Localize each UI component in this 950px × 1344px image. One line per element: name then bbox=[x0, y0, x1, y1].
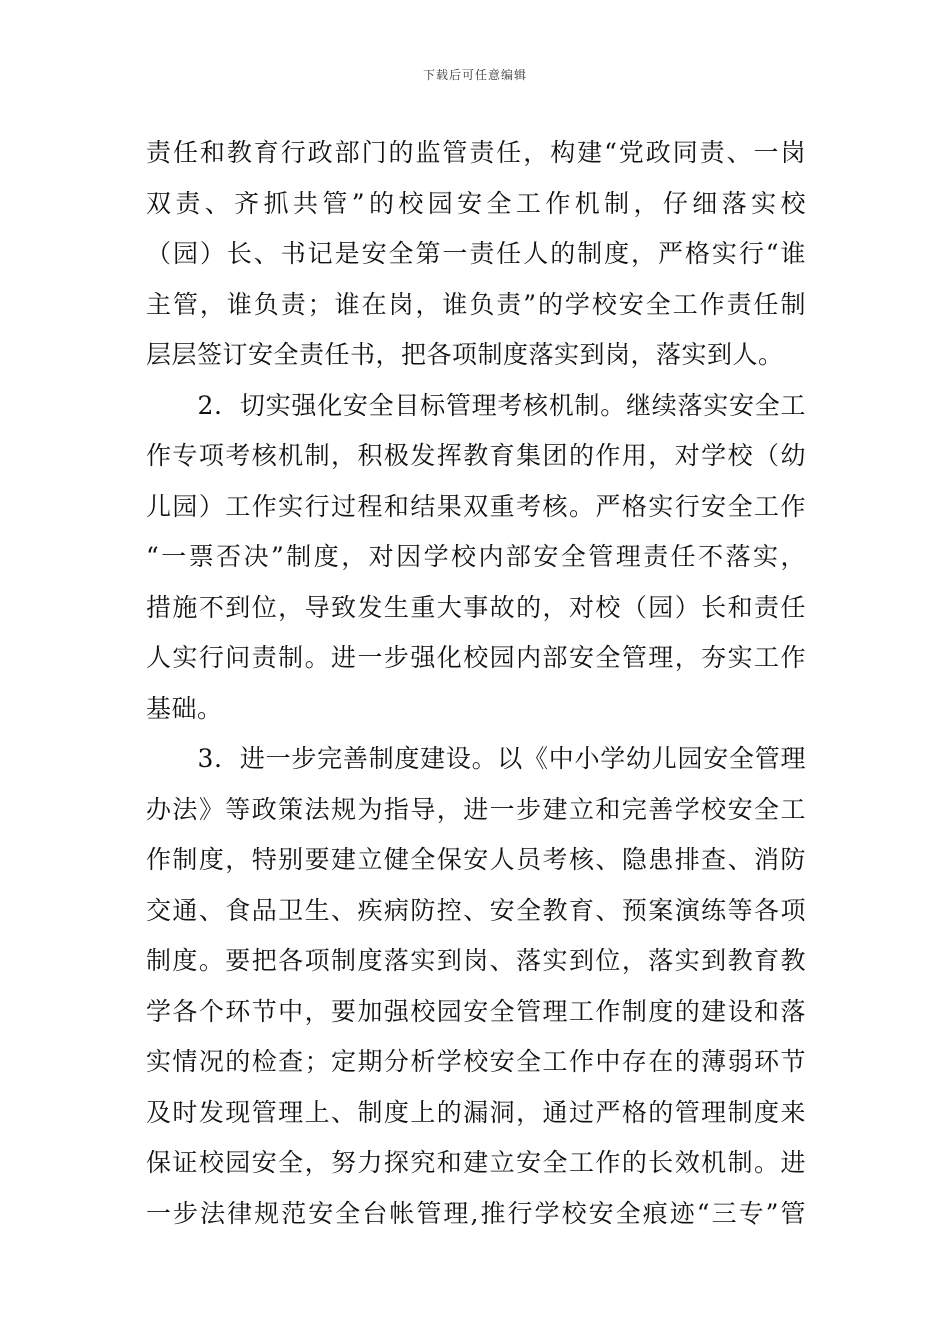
text-line: 双责、齐抓共管”的校园安全工作机制，仔细落实校 bbox=[146, 188, 806, 218]
text-line: 基础。 bbox=[146, 693, 223, 723]
text-line: 责任和教育行政部门的监管责任，构建“党政同责、一岗 bbox=[146, 138, 806, 167]
text-line: 主管，谁负责；谁在岗，谁负责”的学校安全工作责任制 bbox=[146, 289, 806, 319]
text-line: 保证校园安全，努力探究和建立安全工作的长效机制。进 bbox=[146, 1148, 806, 1177]
text-line: 学各个环节中，要加强校园安全管理工作制度的建设和落 bbox=[146, 996, 806, 1026]
text-line: 人实行问责制。进一步强化校园内部安全管理，夯实工作 bbox=[146, 643, 806, 672]
text-line: 实情况的检查；定期分析学校安全工作中存在的薄弱环节 bbox=[146, 1047, 806, 1076]
text-line: 一步法律规范安全台帐管理,推行学校安全痕迹“三专”管 bbox=[146, 1198, 806, 1228]
text-line: （园）长、书记是安全第一责任人的制度，严格实行“谁 bbox=[146, 239, 806, 268]
body-text bbox=[146, 128, 806, 1239]
text-line: 作专项考核机制，积极发挥教育集团的作用，对学校（幼 bbox=[146, 441, 806, 470]
text-line: 制度。要把各项制度落实到岗、落实到位，落实到教育教 bbox=[146, 946, 806, 975]
text-line: 作制度，特别要建立健全保安人员考核、隐患排查、消防 bbox=[146, 845, 806, 874]
text-line: 2．切实强化安全目标管理考核机制。继续落实安全工 bbox=[146, 390, 806, 420]
text-line: 交通、食品卫生、疾病防控、安全教育、预案演练等各项 bbox=[146, 895, 806, 925]
text-line: 儿园）工作实行过程和结果双重考核。严格实行安全工作 bbox=[146, 491, 806, 521]
text-line: 层层签订安全责任书，把各项制度落实到岗，落实到人。 bbox=[146, 340, 784, 369]
text-line: 措施不到位，导致发生重大事故的，对校（园）长和责任 bbox=[146, 592, 806, 622]
header-note: 下载后可任意编辑 bbox=[422, 68, 527, 82]
text-line: 3．进一步完善制度建设。以《中小学幼儿园安全管理 bbox=[146, 744, 806, 773]
text-line: 办法》等政策法规为指导，进一步建立和完善学校安全工 bbox=[146, 794, 806, 824]
text-line: “一票否决”制度，对因学校内部安全管理责任不落实， bbox=[146, 542, 806, 571]
text-line: 及时发现管理上、制度上的漏洞，通过严格的管理制度来 bbox=[146, 1097, 806, 1127]
